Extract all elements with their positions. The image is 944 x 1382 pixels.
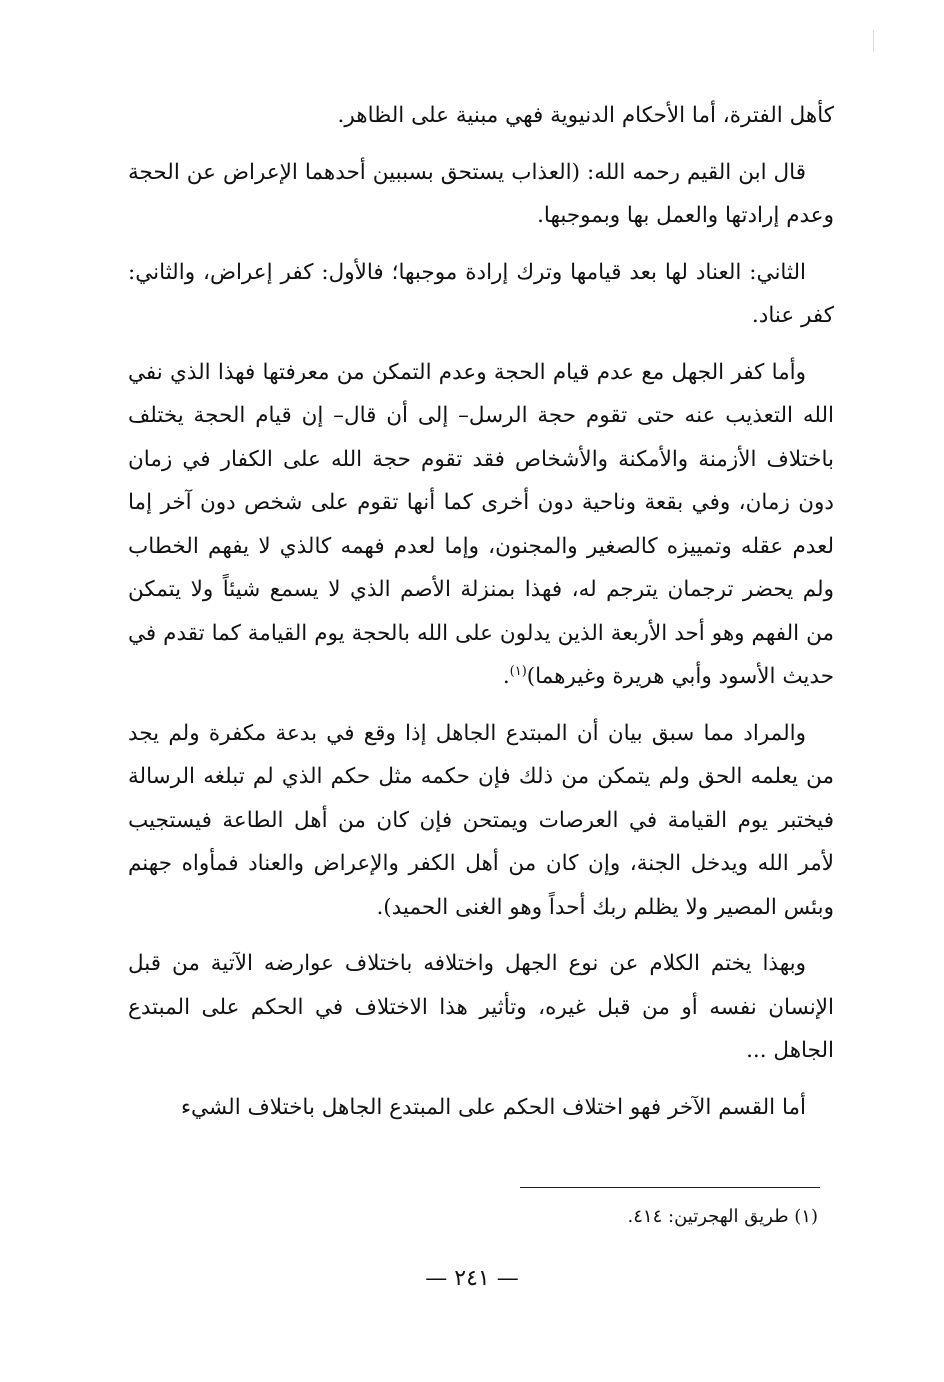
paragraph-6: وبهذا يختم الكلام عن نوع الجهل واختلافه باختلاف عوارضه الآتية من قبل الإنسان نفسه أو من قبل غيره، وتأثير هذا الاختلاف في الحكم على المبتدع الجاهل ... (128, 951, 834, 1063)
paragraph-1: كأهل الفترة، أما الأحكام الدنيوية فهي مبنية على الظاهر. (337, 103, 834, 128)
footnotes (128, 1200, 818, 1234)
page-body (128, 94, 834, 1142)
footnote-divider (520, 1187, 820, 1188)
paragraph-4-text: وأما كفر الجهل مع عدم قيام الحجة وعدم التمكن من معرفتها فهذا الذي نفي الله التعذيب عنه حتى تقوم حجة الرسل– إلى أن قال– إن قيام الحجة يختلف باختلاف الأزمنة والأمكنة والأشخاص فقد تقوم حجة الله على الكفار في زمان دون زمان، وفي بقعة وناحية دون أخرى كما أنها تقوم على شخص دون آخر إما لعدم عقله وتمييزه كالصغير والمجنون، وإما لعدم فهمه كالذي لا يفهم الخطاب ولم يحضر ترجمان يترجم له، فهذا بمنزلة الأصم الذي لا يسمع شيئاً ولا يتمكن من الفهم وهو أحد الأربعة الذين يدلون على الله بالحجة يوم القيامة كما تقدم في حديث الأسود وأبي هريرة وغيرهما) (128, 359, 834, 689)
paragraph-7: أما القسم الآخر فهو اختلاف الحكم على المبتدع الجاهل باختلاف الشيء (180, 1094, 806, 1120)
paragraph-2: قال ابن القيم رحمه الله: (العذاب يستحق بسببين أحدهما الإعراض عن الحجة وعدم إرادتها والعمل بها وبموجبها. (128, 159, 834, 228)
footnote-1: (١) طريق الهجرتين: ٤١٤. (627, 1206, 818, 1227)
paragraph-3: الثاني: العناد لها بعد قيامها وترك إرادة موجبها؛ فالأول: كفر إعراض، والثاني: كفر عناد. (128, 259, 834, 328)
paragraph-4-end: . (502, 664, 510, 689)
paragraph-4 (128, 351, 834, 699)
paragraph-5: والمراد مما سبق بيان أن المبتدع الجاهل إذا وقع في بدعة مكفرة ولم يجد من يعلمه الحق ولم يتمكن من ذلك فإن حكمه مثل حكم الذي لم تبلغه الرسالة فيختبر يوم القيامة في العرصات ويمتحن فإن كان من أهل الطاعة فيستجيب لأمر الله ويدخل الجنة، وإن كان من أهل الكفر والإعراض والعناد فمأواه جهنم وبئس المصير ولا يظلم ربك أحداً وهو الغنى الحميد). (128, 720, 834, 920)
page-corner-mark (867, 30, 874, 52)
footnote-reference: (١) (509, 663, 527, 679)
page-number: — ٢٤١ — (425, 1266, 519, 1291)
